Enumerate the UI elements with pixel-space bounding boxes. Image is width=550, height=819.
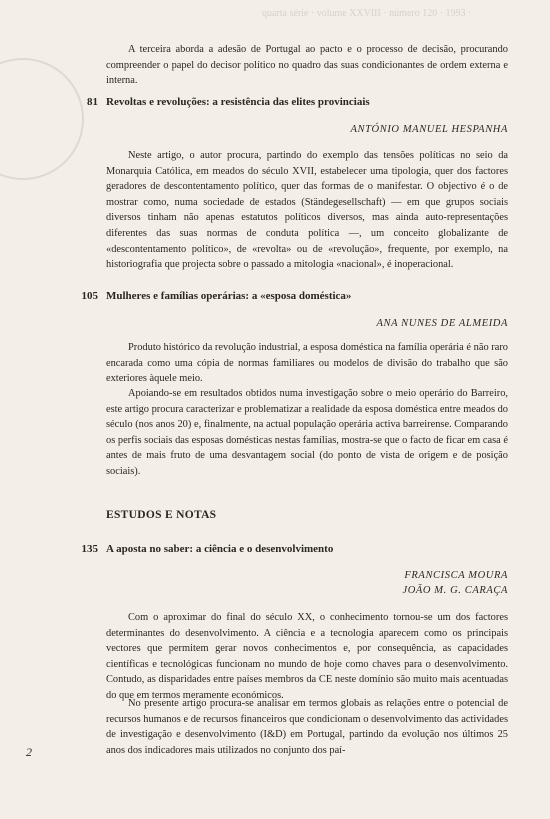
article-page-number: 81 (87, 96, 98, 108)
page-number: 2 (26, 745, 32, 759)
article-abstract: Neste artigo, o autor procura, partindo do exemplo das tensões políticas no seio da Monarquia Católica, em meados do século XVII, estabelecer uma tipologia, quer dos factores geradores de descontentamento político, quer das formas de o manifestar. O objectivo é o de mostrar como, numa sociedade de estados (Ständegesellschaft) — em que grupos sociais diversos tinham não apenas estatutos políticos diversos, mas ainda auto-representações diferentes das suas normas de conduta política —, um conceito globalizante de «descontentamento político», de «revolta» ou de «revolução», frequente, por exemplo, na historiografia que projecta sobre o passado a mitologia «nacional», é inoperacional. (106, 150, 508, 271)
article-author: ANA NUNES DE ALMEIDA (376, 318, 508, 329)
article-title: Mulheres e famílias operárias: a «esposa doméstica» (106, 290, 352, 302)
article-page-number: 105 (81, 290, 98, 302)
study-author: JOÃO M. G. CARAÇA (402, 585, 508, 596)
article-abstract: Apoiando-se em resultados obtidos numa investigação sobre o meio operário do Barreiro, este artigo procura caracterizar e problematizar a realidade da esposa doméstica entre meados do século (nos anos 20) e, finalmente, na actual população operária activa barreirense. Comparando os perfis sociais das esposas domésticas nestas famílias, mostra-se que o facto de ficar em casa é antes de mais fruto de uma desvantagem social (do ponto de vista de origem e de posição sociais). (106, 388, 508, 477)
study-page-number: 135 (81, 543, 98, 555)
library-stamp (0, 58, 84, 180)
study-author: FRANCISCA MOURA (404, 570, 508, 581)
bleed-through-header: quarta série · volume XXVIII · número 120 · 1993 · (262, 8, 472, 19)
study-title: A aposta no saber: a ciência e o desenvolvimento (106, 543, 334, 555)
article-title: Revoltas e revoluções: a resistência das elites provinciais (106, 96, 370, 108)
article-author: ANTÓNIO MANUEL HESPANHA (350, 124, 508, 135)
section-heading: ESTUDOS E NOTAS (106, 509, 217, 521)
article-abstract: Produto histórico da revolução industrial, a esposa doméstica na família operária é não raro encarada como uma cópia de normas familiares ou modelos de divisão do trabalho que são exteriores àquele meio. (106, 342, 508, 385)
intro-paragraph: A terceira aborda a adesão de Portugal ao pacto e o processo de decisão, procurando compreender o papel do decisor político no quadro das suas condicionantes de ordem externa e interna. (106, 44, 508, 87)
study-abstract: Com o aproximar do final do século XX, o conhecimento tornou-se um dos factores determinantes do desenvolvimento. A ciência e a tecnologia aparecem como os principais vectores que permitem gerar novos conhecimentos e, por consequência, as capacidades científicas e tecnológicas funcionam no mundo de hoje como chaves para o desenvolvimento. Contudo, as disparidades entre países membros da CE neste domínio são muito mais acentuadas do que em termos meramente económicos. (106, 612, 508, 701)
study-abstract: No presente artigo procura-se analisar em termos globais as relações entre o potencial de recursos humanos e de recursos financeiros que condicionam o desenvolvimento das actividades de investigação e desenvolvimento (I&D) em Portugal, partindo da evolução nos últimos 25 anos dos indicadores mais utilizados no conjunto dos paí- (106, 698, 508, 756)
